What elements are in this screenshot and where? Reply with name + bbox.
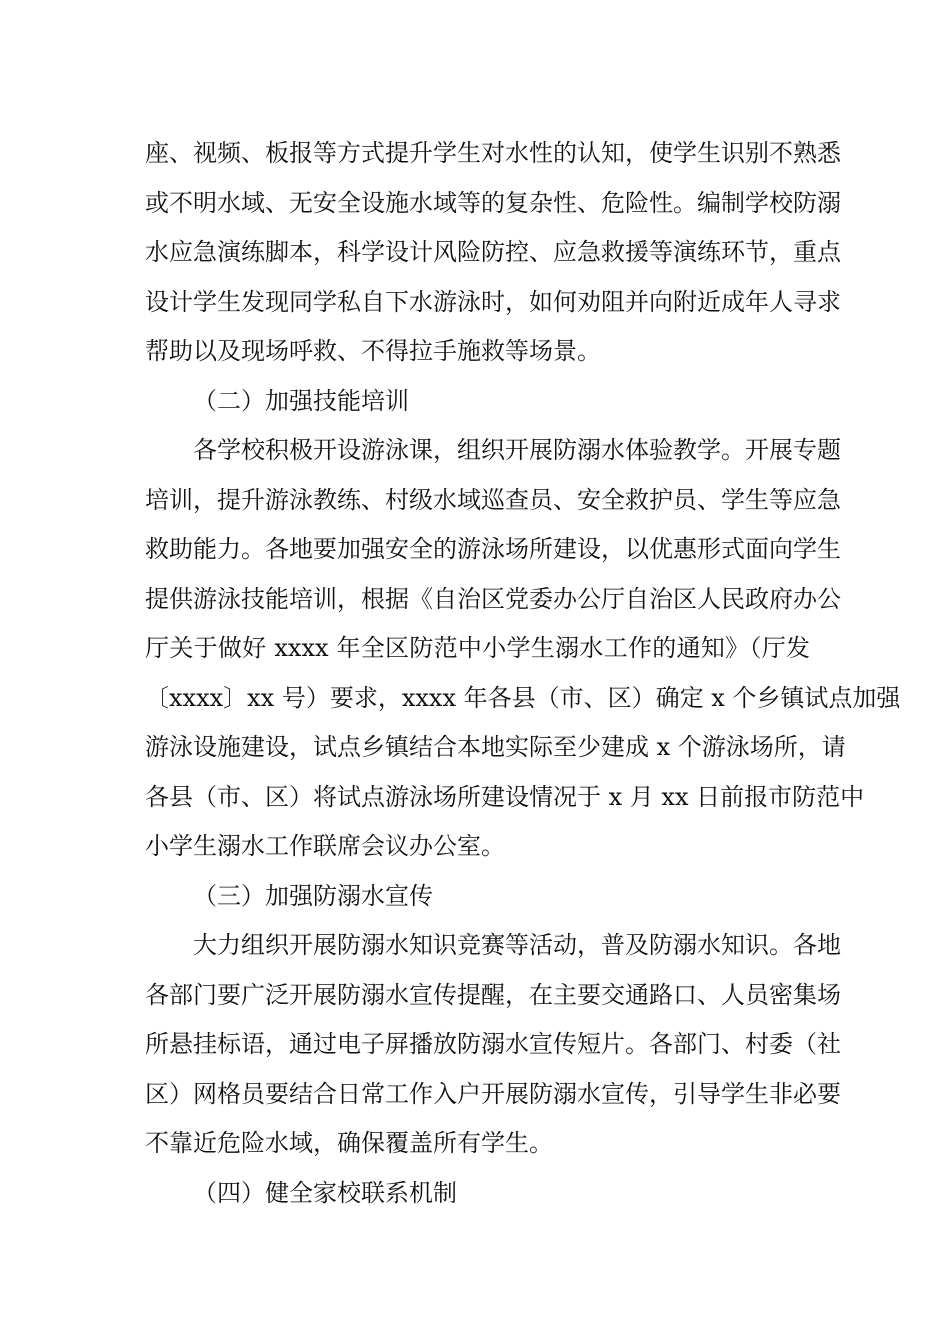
paragraph-line: 水应急演练脚本，科学设计风险防控、应急救援等演练环节，重点 [145,238,841,266]
paragraph-line: 所悬挂标语，通过电子屏播放防溺水宣传短片。各部门、村委（社 [145,1030,841,1058]
paragraph-line: 大力组织开展防溺水知识竞赛等活动，普及防溺水知识。各地 [193,931,841,959]
paragraph-line: 不靠近危险水域，确保覆盖所有学生。 [145,1129,553,1157]
section-heading: （四）健全家校联系机制 [193,1179,457,1207]
paragraph-line: 各学校积极开设游泳课，组织开展防溺水体验教学。开展专题 [193,436,841,464]
section-heading: （二）加强技能培训 [193,387,409,415]
paragraph-line: 座、视频、板报等方式提升学生对水性的认知，使学生识别不熟悉 [145,139,841,167]
paragraph-line: 培训，提升游泳教练、村级水域巡查员、安全救护员、学生等应急 [145,486,841,514]
paragraph-line: 厅关于做好 xxxx 年全区防范中小学生溺水工作的通知》（厅发 [145,634,810,662]
paragraph-line: 提供游泳技能培训，根据《自治区党委办公厅自治区人民政府办公 [145,585,841,613]
section-heading: （三）加强防溺水宣传 [193,882,433,910]
paragraph-line: 救助能力。各地要加强安全的游泳场所建设，以优惠形式面向学生 [145,535,841,563]
paragraph-line: 各县（市、区）将试点游泳场所建设情况于 x 月 xx 日前报市防范中 [145,783,865,811]
paragraph-line: 设计学生发现同学私自下水游泳时，如何劝阻并向附近成年人寻求 [145,288,841,316]
paragraph-line: 帮助以及现场呼救、不得拉手施救等场景。 [145,337,601,365]
paragraph-line: 小学生溺水工作联席会议办公室。 [145,832,505,860]
paragraph-line: 各部门要广泛开展防溺水宣传提醒，在主要交通路口、人员密集场 [145,981,841,1009]
paragraph-line: 游泳设施建设，试点乡镇结合本地实际至少建成 x 个游泳场所，请 [145,733,846,761]
paragraph-line: 或不明水域、无安全设施水域等的复杂性、危险性。编制学校防溺 [145,189,841,217]
paragraph-line: 〔xxxx〕xx 号）要求，xxxx 年各县（市、区）确定 x 个乡镇试点加强 [145,684,901,712]
paragraph-line: 区）网格员要结合日常工作入户开展防溺水宣传，引导学生非必要 [145,1080,841,1108]
